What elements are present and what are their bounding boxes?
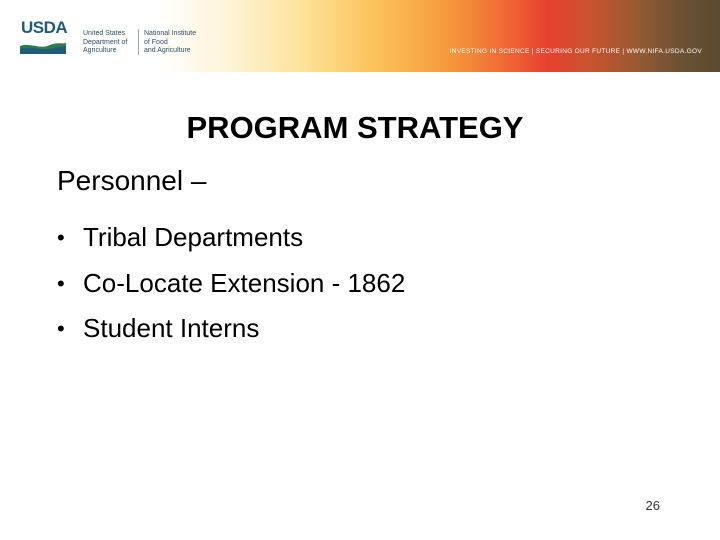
agency-name-usda: United States Department of Agriculture — [83, 30, 128, 54]
bullet-text: Co-Locate Extension - 1862 — [83, 267, 406, 298]
bullet-icon: • — [57, 225, 65, 250]
bullet-list — [57, 215, 405, 352]
bullet-item — [57, 215, 405, 261]
usda-logo-text: USDA — [21, 18, 68, 37]
page-number: 26 — [645, 498, 660, 513]
bullet-item — [57, 306, 405, 352]
bullet-item — [57, 261, 405, 307]
agency-divider — [138, 29, 139, 55]
slide-subtitle: Personnel – — [57, 165, 207, 196]
bullet-text: Student Interns — [83, 313, 260, 343]
bullet-icon: • — [57, 316, 65, 341]
header-banner — [0, 0, 720, 72]
slide-title: PROGRAM STRATEGY — [186, 110, 524, 145]
agency-name-nifa: National Institute of Food and Agriculture — [144, 30, 197, 54]
header-tagline: INVESTING IN SCIENCE | SECURING OUR FUTURE | WWW.NIFA.USDA.GOV — [449, 48, 702, 55]
bullet-icon: • — [57, 270, 65, 296]
bullet-text: Tribal Departments — [83, 222, 304, 252]
